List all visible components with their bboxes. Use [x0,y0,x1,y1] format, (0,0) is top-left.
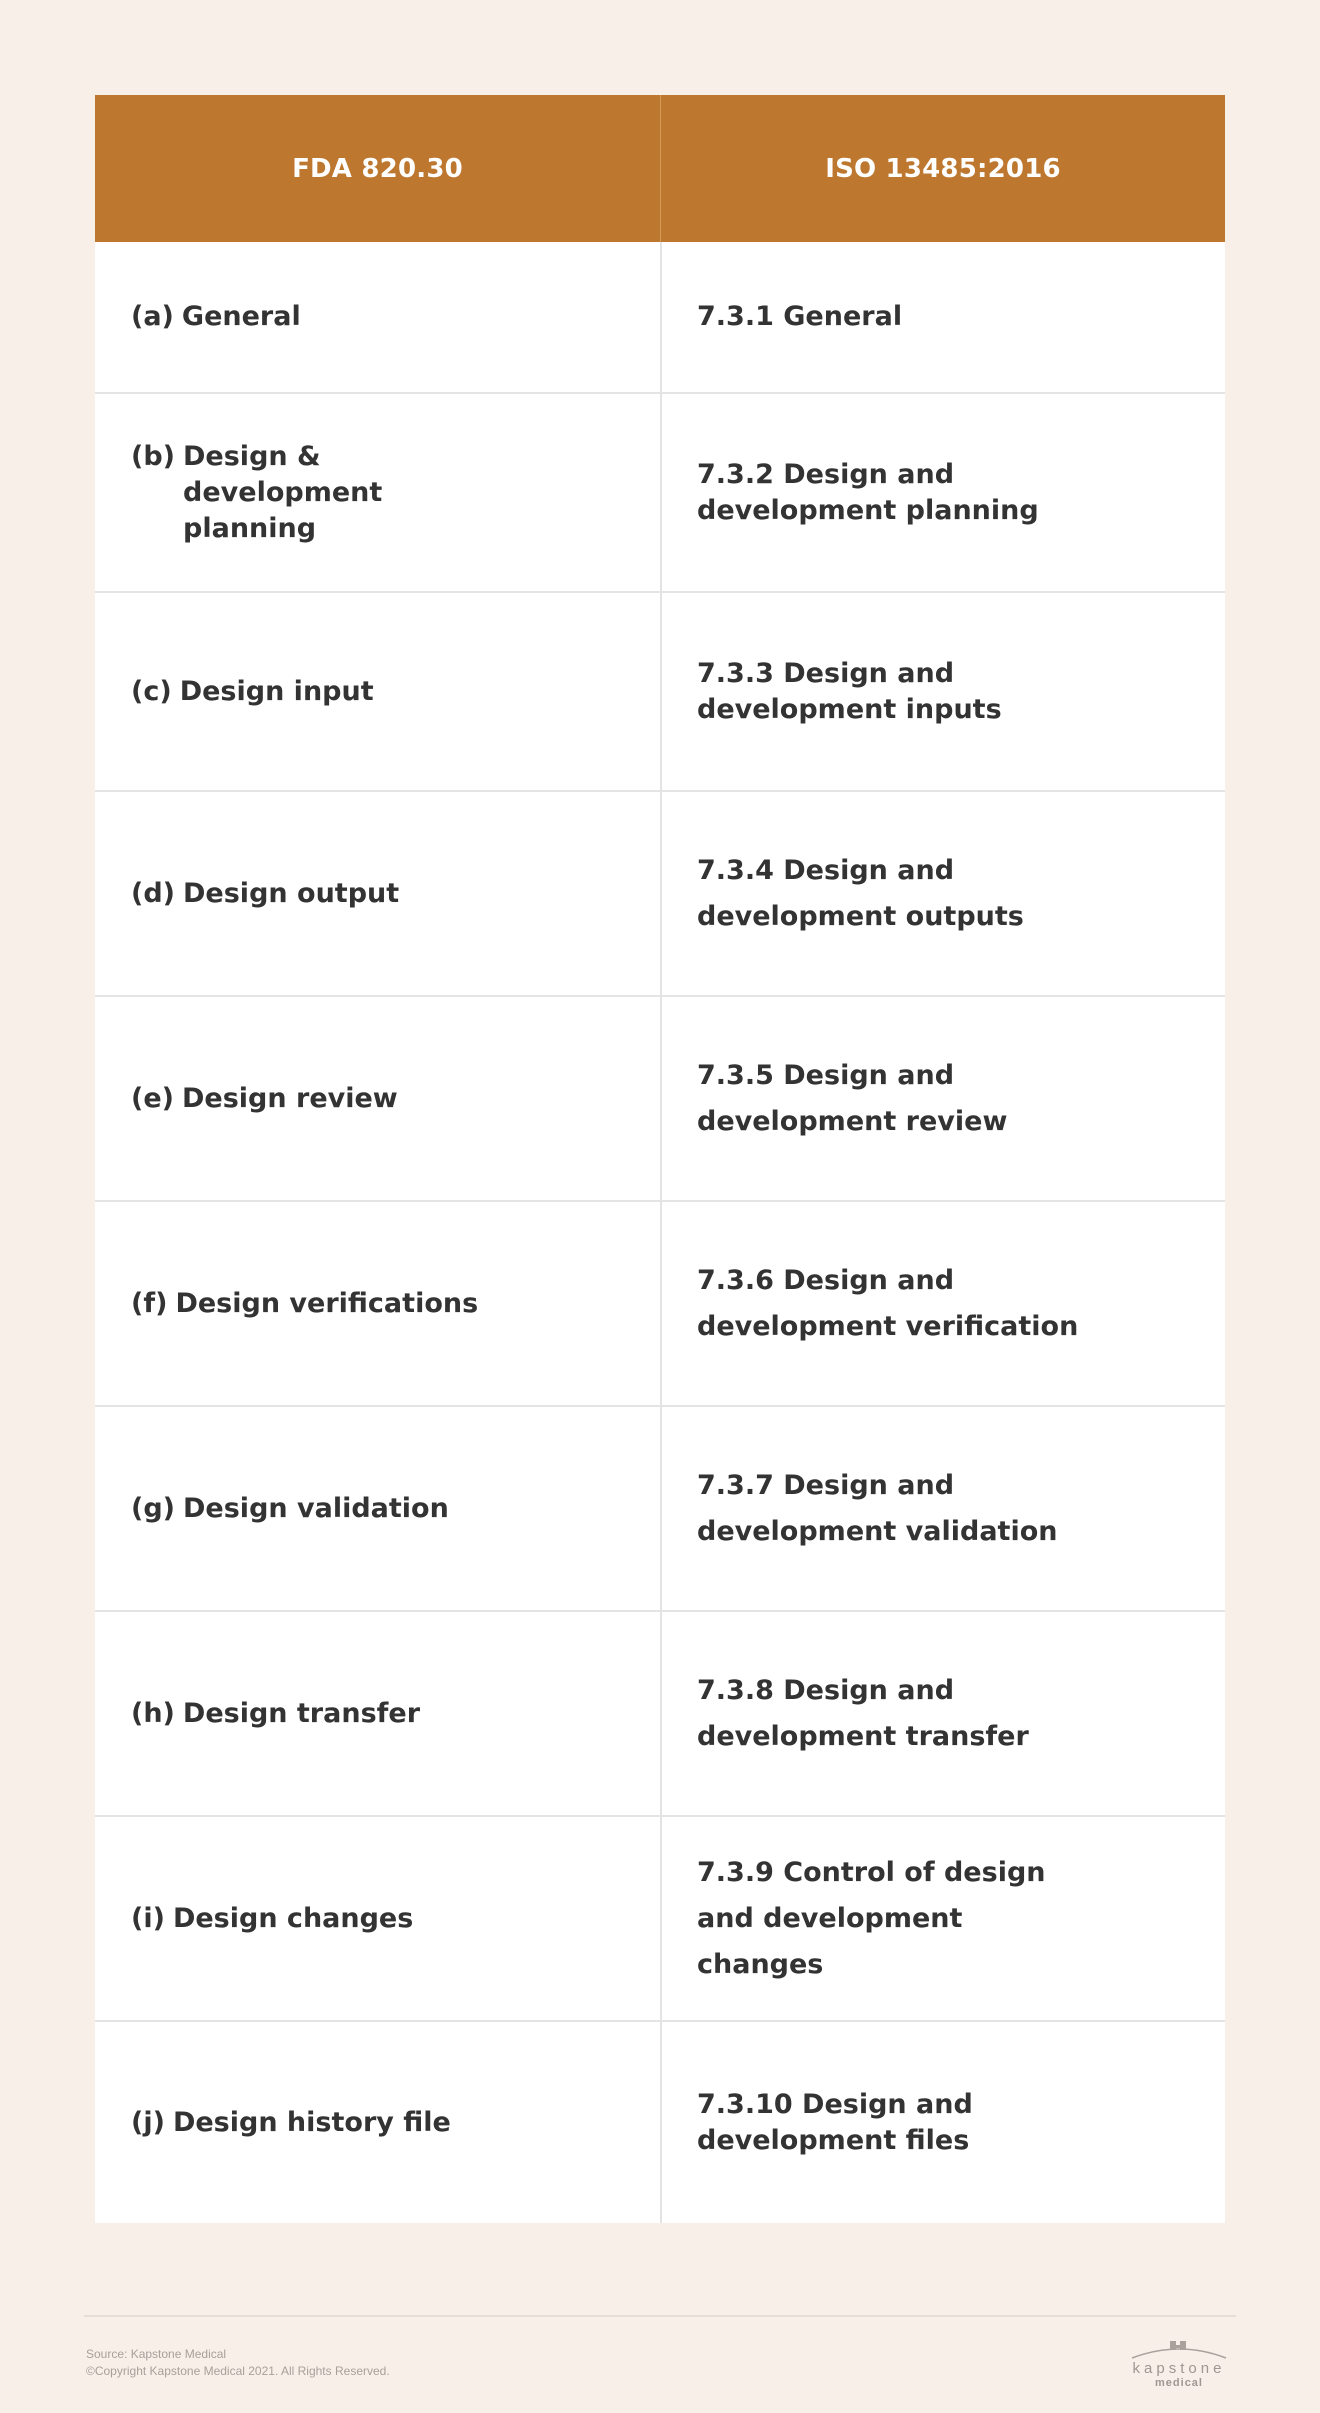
table-row [95,792,1225,997]
fda-cell [131,242,631,392]
iso-cell [697,593,1197,790]
fda-cell [131,2022,631,2223]
footer-source: Source: Kapstone Medical [86,2347,227,2361]
header-iso: ISO 13485:2016 [825,153,1061,184]
row-letter: (f) [131,1287,168,1319]
fda-text: Design history file [172,2106,451,2138]
row-letter: (a) [131,301,174,332]
fda-text: Design & development planning [183,440,383,544]
iso-text: 7.3.8 Design and development transfer [697,1674,1029,1752]
row-letter: (j) [131,2106,165,2138]
iso-cell [697,1612,1197,1815]
iso-cell [697,792,1197,995]
iso-text: 7.3.9 Control of design and development changes [697,1856,1046,1980]
table-header [95,95,1225,242]
fda-cell [131,792,631,995]
table-row [95,1407,1225,1612]
fda-cell [131,394,631,591]
iso-cell [697,1407,1197,1610]
iso-cell [697,394,1197,591]
row-letter: (e) [131,1082,174,1114]
fda-cell [131,1407,631,1610]
table-row [95,394,1225,593]
fda-cell [131,1612,631,1815]
fda-text: General [181,301,301,332]
row-letter: (h) [131,1697,175,1729]
row-letter: (g) [131,1492,176,1524]
iso-text: 7.3.10 Design and development files [697,2088,973,2156]
table-row [95,242,1225,394]
iso-text: 7.3.1 General [697,301,903,332]
fda-text: Design transfer [182,1697,421,1729]
fda-text: Design output [183,877,400,909]
fda-cell [131,1202,631,1405]
table-row [95,1612,1225,1817]
table-row [95,2022,1225,2223]
iso-cell [697,1817,1197,2020]
table-row [95,997,1225,1202]
footer-copyright: ©Copyright Kapstone Medical 2021. All Rights Reserved. [86,2364,390,2378]
fda-text: Design validation [183,1492,449,1524]
table-row [95,1202,1225,1407]
logo-word: kapstone [1132,2360,1226,2377]
row-letter: (c) [131,675,172,707]
logo-sub: medical [1155,2377,1203,2389]
iso-text: 7.3.5 Design and development review [697,1059,1008,1137]
fda-text: Design input [179,675,374,707]
iso-text: 7.3.4 Design and development outputs [697,854,1024,932]
table-row [95,593,1225,792]
iso-cell [697,997,1197,1200]
fda-cell [131,1817,631,2020]
iso-text: 7.3.7 Design and development validation [697,1469,1058,1547]
iso-cell [697,1202,1197,1405]
fda-text: Design verifications [175,1287,479,1319]
logo-mark-icon [1124,2338,1234,2362]
comparison-table [95,95,1225,2223]
table-row [95,1817,1225,2022]
iso-text: 7.3.2 Design and development planning [697,458,1039,526]
footer-divider [84,2315,1236,2317]
fda-text: Design review [182,1082,398,1114]
kapstone-logo [1124,2338,1234,2388]
row-letter: (d) [131,877,176,909]
iso-cell [697,242,1197,392]
fda-text: Design changes [172,1902,414,1934]
iso-text: 7.3.3 Design and development inputs [697,657,1002,725]
header-fda: FDA 820.30 [292,153,463,184]
iso-text: 7.3.6 Design and development verification [697,1264,1079,1342]
fda-cell [131,997,631,1200]
fda-cell [131,593,631,790]
row-letter: (i) [131,1902,165,1934]
row-letter: (b) [131,440,176,472]
iso-cell [697,2022,1197,2223]
